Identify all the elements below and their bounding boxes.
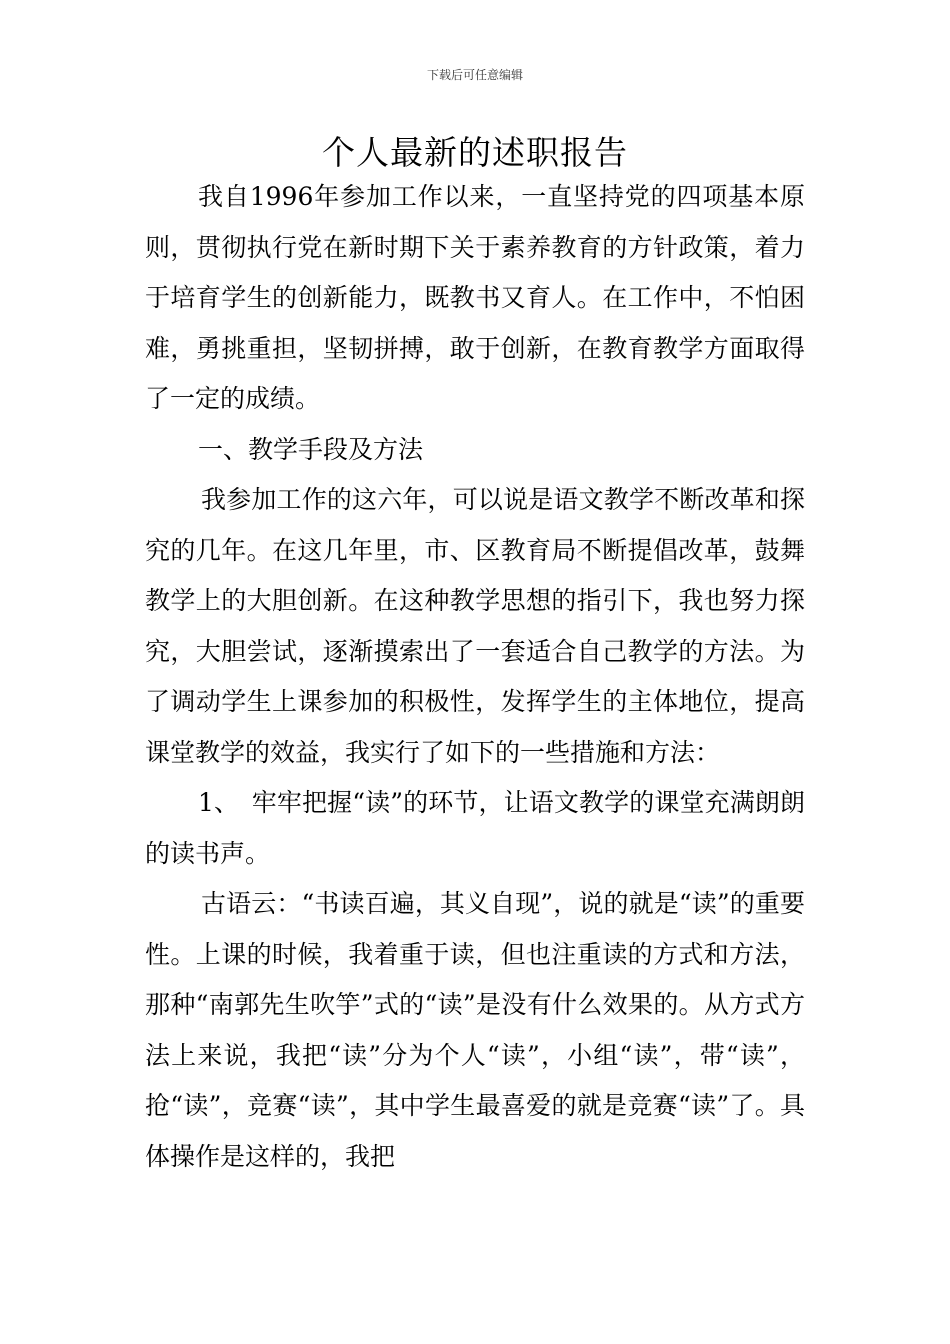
list-item-reading: 1、 牢牢把握“读”的环节，让语文教学的课堂充满朗朗的读书声。 bbox=[145, 788, 805, 868]
paragraph-reading-importance: 古语云：“书读百遍，其义自现”，说的就是“读”的重要性。上课的时候，我着重于读，但也注重读的方式和方法，那种“南郭先生吹竽”式的“读”是没有什么效果的。从方式方法上来说，我把“读”分为个人“读”，小组“读”，带“读”，抢“读”，竞赛“读”，其中学生最喜爱的就是竞赛“读”了。具体操作是这样的，我把 bbox=[145, 889, 805, 1171]
document-body bbox=[145, 172, 805, 1182]
paragraph-intro: 我自1996年参加工作以来，一直坚持党的四项基本原则，贯彻执行党在新时期下关于素养教育的方针政策，着力于培育学生的创新能力，既教书又育人。在工作中，不怕困难，勇挑重担，坚韧拼搏，敢于创新，在教育教学方面取得了一定的成绩。 bbox=[145, 182, 805, 413]
paragraph-teaching-methods: 我参加工作的这六年，可以说是语文教学不断改革和探究的几年。在这几年里，市、区教育局不断提倡改革，鼓舞教学上的大胆创新。在这种教学思想的指引下，我也努力探究，大胆尝试，逐渐摸索出了一套适合自己教学的方法。为了调动学生上课参加的积极性，发挥学生的主体地位，提高课堂教学的效益，我实行了如下的一些措施和方法： bbox=[145, 485, 805, 767]
header-note: 下载后可任意编辑 bbox=[426, 68, 523, 82]
document-title: 个人最新的述职报告 bbox=[322, 133, 628, 172]
section-heading: 一、教学手段及方法 bbox=[198, 434, 424, 464]
